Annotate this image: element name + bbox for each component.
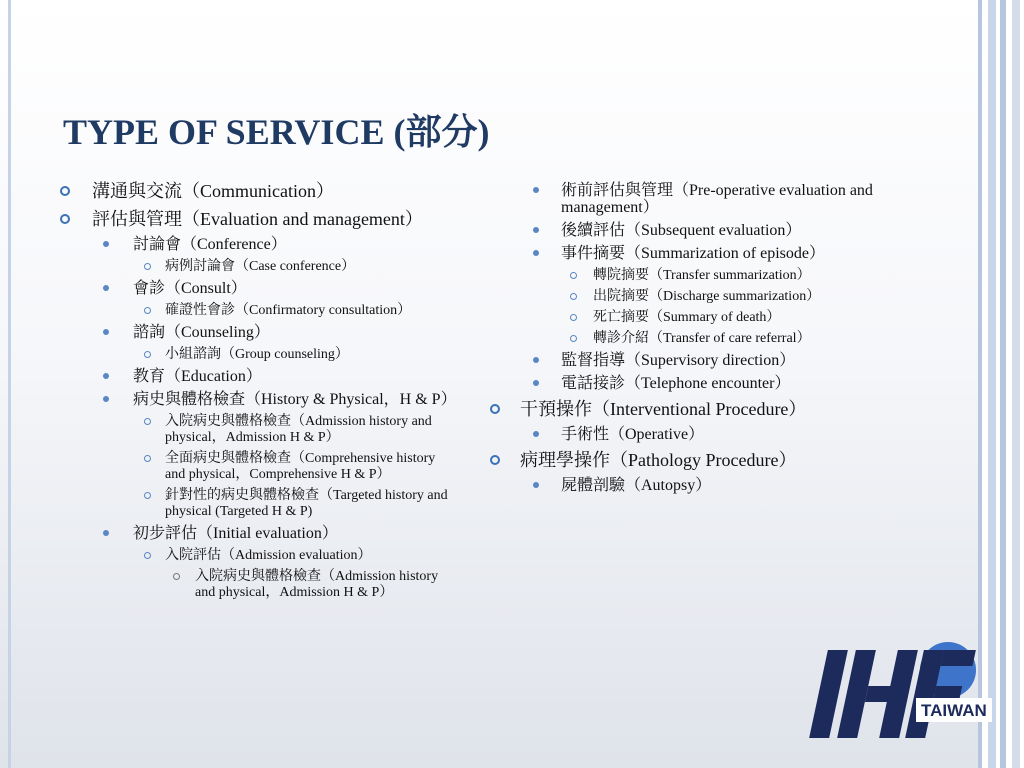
- list-item-text: 全面病史與體格檢查（Comprehensive history and physical，Comprehensive H & P）: [165, 451, 436, 482]
- list-item: [60, 347, 455, 363]
- slide-title: TYPE OF SERVICE (部分): [63, 112, 490, 152]
- bullet-icon: [533, 431, 539, 437]
- bullet-icon: [103, 396, 109, 402]
- list-item: [490, 352, 880, 369]
- bullet-icon: [570, 272, 577, 279]
- logo-main-text: IHE: [800, 640, 802, 641]
- bullet-icon: [144, 492, 151, 499]
- bullet-icon: [533, 250, 539, 256]
- bullet-icon: [103, 329, 109, 335]
- list-item: [490, 331, 880, 347]
- list-item: [60, 488, 455, 520]
- list-item: [490, 268, 880, 284]
- bullet-icon: [144, 418, 151, 425]
- bullet-icon: [144, 263, 151, 270]
- list-item-text: 干預操作（Interventional Procedure）: [520, 399, 807, 419]
- list-item: [60, 368, 455, 385]
- bullet-icon: [103, 373, 109, 379]
- list-item: [60, 259, 455, 275]
- list-item-text: 屍體剖驗（Autopsy）: [561, 477, 712, 494]
- list-item-text: 教育（Education）: [133, 368, 262, 385]
- logo-sub-text: TAIWAN: [921, 701, 987, 720]
- list-item-text: 轉診介紹（Transfer of care referral）: [593, 331, 811, 346]
- list-item: [490, 310, 880, 326]
- list-item: [60, 303, 455, 319]
- bullet-icon: [103, 285, 109, 291]
- bullet-icon: [103, 530, 109, 536]
- list-item-text: 手術性（Operative）: [561, 426, 705, 443]
- ihe-taiwan-logo: [800, 640, 995, 740]
- list-item: [60, 324, 455, 341]
- list-item: [490, 222, 880, 239]
- bullet-icon: [533, 227, 539, 233]
- list-item-text: 轉院摘要（Transfer summarization）: [593, 268, 811, 283]
- list-item: [490, 182, 880, 216]
- list-item-text: 監督指導（Supervisory direction）: [561, 352, 796, 369]
- list-item-text: 病例討論會（Case conference）: [165, 259, 356, 274]
- bullet-icon: [60, 214, 70, 224]
- list-item-text: 小組諮詢（Group counseling）: [165, 347, 349, 362]
- bullet-icon: [144, 552, 151, 559]
- list-item: [490, 245, 880, 262]
- bullet-icon: [490, 455, 500, 465]
- list-item-text: 評估與管理（Evaluation and management）: [92, 209, 423, 229]
- left-decorative-stripe: [8, 0, 11, 768]
- bullet-icon: [533, 482, 539, 488]
- list-item-text: 針對性的病史與體格檢查（Targeted history and physical (Targeted H & P): [165, 488, 448, 519]
- list-item-text: 病理學操作（Pathology Procedure）: [520, 450, 797, 470]
- list-item: [60, 236, 455, 253]
- bullet-icon: [490, 404, 500, 414]
- list-item: [490, 426, 880, 443]
- list-item: [490, 375, 880, 392]
- bullet-icon: [570, 335, 577, 342]
- list-item-text: 後續評估（Subsequent evaluation）: [561, 222, 802, 239]
- list-item: [490, 398, 880, 420]
- list-item-text: 入院病史與體格檢查（Admission history and physical，Admission H & P）: [195, 569, 439, 600]
- list-item-text: 會診（Consult）: [133, 280, 247, 297]
- list-item: [60, 208, 455, 230]
- list-item-text: 溝通與交流（Communication）: [92, 181, 334, 201]
- list-item-text: 諮詢（Counseling）: [133, 324, 270, 341]
- bullet-icon: [144, 307, 151, 314]
- logo-ihe-letters: [809, 650, 976, 738]
- list-item: [490, 449, 880, 471]
- list-item: [490, 477, 880, 494]
- list-item: [60, 569, 455, 601]
- list-item-text: 電話接診（Telephone encounter）: [561, 375, 791, 392]
- list-item: [60, 180, 455, 202]
- list-item-text: 討論會（Conference）: [133, 236, 287, 253]
- right-bullet-list: [490, 182, 880, 500]
- left-bullet-list: [60, 180, 455, 606]
- bullet-icon: [103, 241, 109, 247]
- bullet-icon: [533, 357, 539, 363]
- list-item-text: 死亡摘要（Summary of death）: [593, 310, 781, 325]
- list-item-text: 確證性會診（Confirmatory consultation）: [165, 303, 412, 318]
- bullet-icon: [533, 187, 539, 193]
- list-item-text: 入院評估（Admission evaluation）: [165, 548, 372, 563]
- list-item: [60, 525, 455, 542]
- list-item-text: 術前評估與管理（Pre-operative evaluation and management）: [561, 182, 873, 216]
- bullet-icon: [144, 351, 151, 358]
- list-item-text: 初步評估（Initial evaluation）: [133, 525, 338, 542]
- list-item: [490, 289, 880, 305]
- list-item: [60, 391, 455, 408]
- list-item: [60, 280, 455, 297]
- list-item: [60, 414, 455, 446]
- list-item-text: 事件摘要（Summarization of episode）: [561, 245, 825, 262]
- list-item: [60, 548, 455, 564]
- list-item-text: 入院病史與體格檢查（Admission history and physical，Admission H & P）: [165, 414, 432, 445]
- bullet-icon: [533, 380, 539, 386]
- bullet-icon: [570, 293, 577, 300]
- bullet-icon: [570, 314, 577, 321]
- bullet-icon: [144, 455, 151, 462]
- bullet-icon: [173, 573, 180, 580]
- list-item-text: 病史與體格檢查（History & Physical，H & P）: [133, 391, 457, 408]
- list-item: [60, 451, 455, 483]
- list-item-text: 出院摘要（Discharge summarization）: [593, 289, 821, 304]
- bullet-icon: [60, 186, 70, 196]
